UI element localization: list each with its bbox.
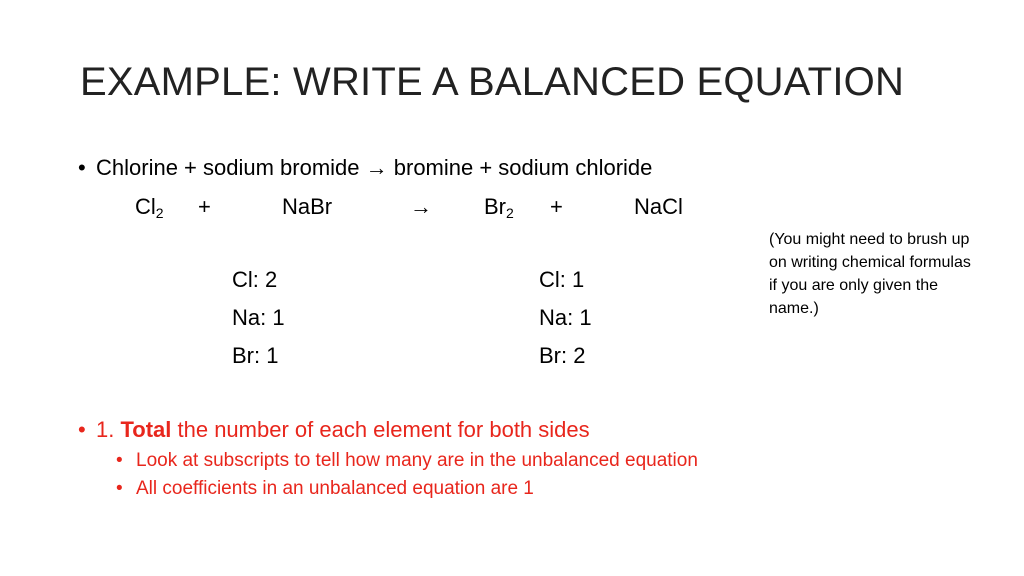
br-subscript: 2 bbox=[506, 205, 514, 221]
step-keyword: Total bbox=[120, 417, 172, 442]
sub-bullet-marker: • bbox=[116, 478, 123, 499]
left-count-na: Na: 1 bbox=[232, 305, 285, 330]
product-nacl: NaCl bbox=[634, 194, 683, 219]
bullet-marker: • bbox=[78, 417, 86, 442]
reactant-nabr: NaBr bbox=[282, 194, 333, 219]
word-equation-products: bromine + sodium chloride bbox=[387, 155, 653, 180]
cl-symbol: Cl bbox=[135, 194, 156, 219]
left-count-cl: Cl: 2 bbox=[232, 267, 278, 292]
step-total-bullet bbox=[78, 417, 590, 443]
step-text: the number of each element for both sides bbox=[171, 417, 590, 442]
sub-bullet-coefficients bbox=[116, 477, 534, 501]
left-count-br: Br: 1 bbox=[232, 343, 279, 368]
right-count-na: Na: 1 bbox=[539, 305, 592, 330]
right-arrow-icon: → bbox=[365, 155, 388, 180]
br-symbol: Br bbox=[484, 194, 506, 219]
sub-bullet-marker: • bbox=[116, 450, 123, 471]
right-count-cl: Cl: 1 bbox=[539, 267, 585, 292]
right-arrow-icon: → bbox=[410, 194, 432, 219]
sub-bullet-text: Look at subscripts to tell how many are in the unbalanced equation bbox=[136, 450, 698, 471]
slide-title: EXAMPLE: WRITE A BALANCED EQUATION bbox=[80, 60, 905, 104]
right-count-br: Br: 2 bbox=[539, 343, 586, 368]
sub-bullet-subscripts bbox=[116, 449, 698, 473]
cl-subscript: 2 bbox=[155, 205, 164, 221]
plus-sign: + bbox=[550, 194, 563, 219]
reactant-cl2 bbox=[135, 194, 164, 220]
bullet-marker: • bbox=[78, 155, 86, 180]
side-note: (You might need to brush up on writing chemical formulas if you are only given the name.) bbox=[769, 231, 971, 317]
plus-sign: + bbox=[198, 194, 211, 219]
step-number: 1. bbox=[96, 417, 121, 442]
sub-bullet-text: All coefficients in an unbalanced equation are 1 bbox=[136, 478, 534, 499]
bullet-word-equation bbox=[78, 155, 652, 181]
product-br2 bbox=[484, 194, 514, 220]
word-equation-reactants: Chlorine + sodium bromide bbox=[96, 155, 366, 180]
